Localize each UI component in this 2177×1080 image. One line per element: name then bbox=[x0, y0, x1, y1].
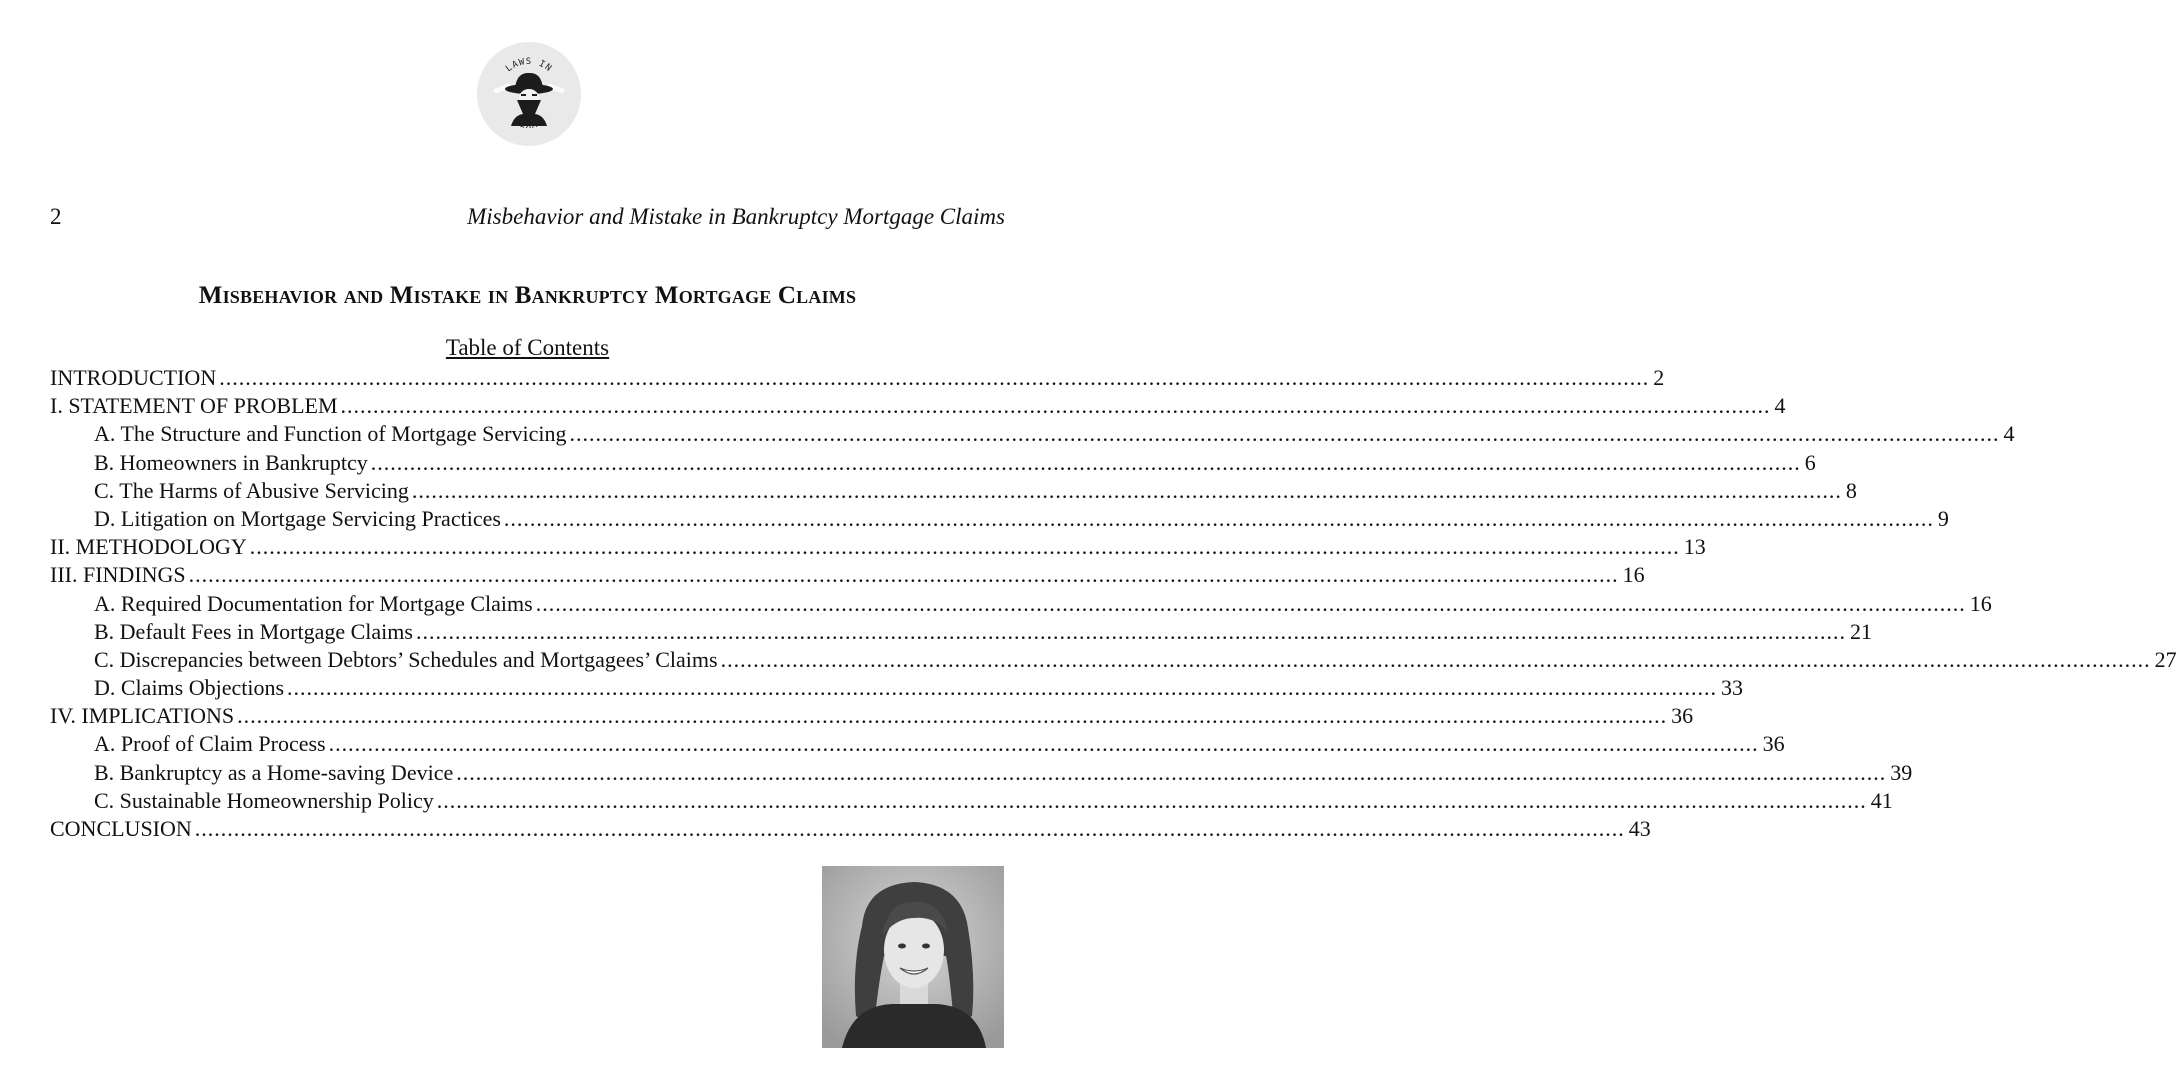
toc-dot-leader: ............................................................................................................................................................................................................................ bbox=[535, 590, 1966, 616]
toc-entry-page: 39 bbox=[1890, 759, 1913, 785]
toc-entry-label: C. Discrepancies between Debtors’ Schedules and Mortgagees’ Claims bbox=[94, 646, 718, 672]
page-number: 2 bbox=[50, 204, 62, 229]
toc-entry-page: 27 bbox=[2154, 646, 2177, 672]
toc-entry bbox=[50, 392, 1786, 420]
toc-entry-page: 4 bbox=[1774, 393, 1786, 419]
toc-entry-label: B. Homeowners in Bankruptcy bbox=[94, 449, 368, 475]
table-of-contents bbox=[50, 364, 2177, 843]
toc-entry-page: 2 bbox=[1653, 365, 1665, 390]
toc-entry-label: D. Litigation on Mortgage Servicing Practices bbox=[94, 505, 501, 531]
toc-entry-label: B. Default Fees in Mortgage Claims bbox=[94, 618, 413, 644]
toc-entry bbox=[50, 815, 1651, 843]
author-photo bbox=[822, 866, 1004, 1048]
toc-entry-label: D. Claims Objections bbox=[94, 675, 285, 701]
toc-dot-leader: ............................................................................................................................................................................................................................ bbox=[219, 365, 1650, 390]
toc-entry-page: 13 bbox=[1683, 534, 1706, 560]
toc-dot-leader: ............................................................................................................................................................................................................................ bbox=[720, 646, 2151, 672]
toc-dot-leader: ............................................................................................................................................................................................................................ bbox=[237, 703, 1668, 729]
laws-in-texas-logo bbox=[477, 42, 581, 146]
toc-entry bbox=[50, 449, 1816, 477]
toc-dot-leader: ............................................................................................................................................................................................................................ bbox=[569, 421, 2000, 447]
toc-dot-leader: ............................................................................................................................................................................................................................ bbox=[411, 477, 1842, 503]
toc-entry-label: A. The Structure and Function of Mortgage Servicing bbox=[94, 421, 567, 447]
toc-entry bbox=[50, 646, 2177, 674]
author-portrait-icon bbox=[822, 866, 1004, 1048]
toc-entry-page: 41 bbox=[1870, 787, 1893, 813]
toc-entry bbox=[50, 618, 1872, 646]
toc-entry bbox=[50, 702, 1694, 730]
toc-entry bbox=[50, 364, 1665, 392]
toc-entry-label: A. Required Documentation for Mortgage Claims bbox=[94, 590, 533, 616]
toc-entry-page: 36 bbox=[1671, 703, 1694, 729]
toc-dot-leader: ............................................................................................................................................................................................................................ bbox=[194, 816, 1625, 841]
toc-dot-leader: ............................................................................................................................................................................................................................ bbox=[370, 449, 1801, 475]
toc-entry bbox=[50, 420, 2015, 448]
running-head bbox=[50, 204, 1005, 238]
toc-entry-label: C. Sustainable Homeownership Policy bbox=[94, 787, 434, 813]
toc-dot-leader: ............................................................................................................................................................................................................................ bbox=[436, 787, 1867, 813]
toc-entry bbox=[50, 561, 1645, 589]
toc-entry-page: 9 bbox=[1937, 505, 1949, 531]
toc-entry-label: C. The Harms of Abusive Servicing bbox=[94, 477, 409, 503]
running-title: Misbehavior and Mistake in Bankruptcy Mortgage Claims bbox=[467, 204, 1005, 229]
toc-entry bbox=[50, 674, 1744, 702]
toc-entry bbox=[50, 505, 1949, 533]
toc-entry-label: A. Proof of Claim Process bbox=[94, 731, 326, 757]
toc-entry-label: I. STATEMENT OF PROBLEM bbox=[50, 393, 338, 419]
toc-dot-leader: ............................................................................................................................................................................................................................ bbox=[340, 393, 1771, 419]
toc-entry bbox=[50, 730, 1785, 758]
toc-entry bbox=[50, 477, 1857, 505]
toc-entry-page: 43 bbox=[1628, 816, 1651, 841]
toc-entry-page: 4 bbox=[2003, 421, 2015, 447]
toc-entry-label: IV. IMPLICATIONS bbox=[50, 703, 235, 729]
document-title: Misbehavior and Mistake in Bankruptcy Mortgage Claims bbox=[198, 282, 857, 309]
toc-dot-leader: ............................................................................................................................................................................................................................ bbox=[188, 562, 1619, 588]
toc-entry-page: 8 bbox=[1845, 477, 1857, 503]
toc-entry-label: III. FINDINGS bbox=[50, 562, 186, 588]
toc-dot-leader: ............................................................................................................................................................................................................................ bbox=[456, 759, 1887, 785]
toc-entry-page: 16 bbox=[1969, 590, 1992, 616]
toc-heading: Table of Contents bbox=[445, 335, 610, 360]
toc-entry bbox=[50, 590, 1992, 618]
toc-dot-leader: ............................................................................................................................................................................................................................ bbox=[503, 505, 1934, 531]
toc-entry-page: 36 bbox=[1762, 731, 1785, 757]
toc-entry bbox=[50, 759, 1913, 787]
toc-entry-label: CONCLUSION bbox=[50, 816, 192, 841]
toc-entry-label: B. Bankruptcy as a Home-saving Device bbox=[94, 759, 454, 785]
toc-entry-page: 33 bbox=[1721, 675, 1744, 701]
toc-dot-leader: ............................................................................................................................................................................................................................ bbox=[415, 618, 1846, 644]
toc-entry-label: II. METHODOLOGY bbox=[50, 534, 247, 560]
toc-dot-leader: ............................................................................................................................................................................................................................ bbox=[287, 675, 1718, 701]
toc-entry-page: 16 bbox=[1622, 562, 1645, 588]
svg-text:LAWS IN: LAWS IN bbox=[504, 57, 554, 75]
toc-dot-leader: ............................................................................................................................................................................................................................ bbox=[249, 534, 1680, 560]
toc-dot-leader: ............................................................................................................................................................................................................................ bbox=[328, 731, 1759, 757]
toc-entry-page: 21 bbox=[1849, 618, 1872, 644]
toc-entry bbox=[50, 787, 1893, 815]
toc-entry-label: INTRODUCTION bbox=[50, 365, 217, 390]
toc-entry-page: 6 bbox=[1804, 449, 1816, 475]
toc-entry bbox=[50, 533, 1706, 561]
cowboy-bandit-icon bbox=[477, 42, 581, 146]
